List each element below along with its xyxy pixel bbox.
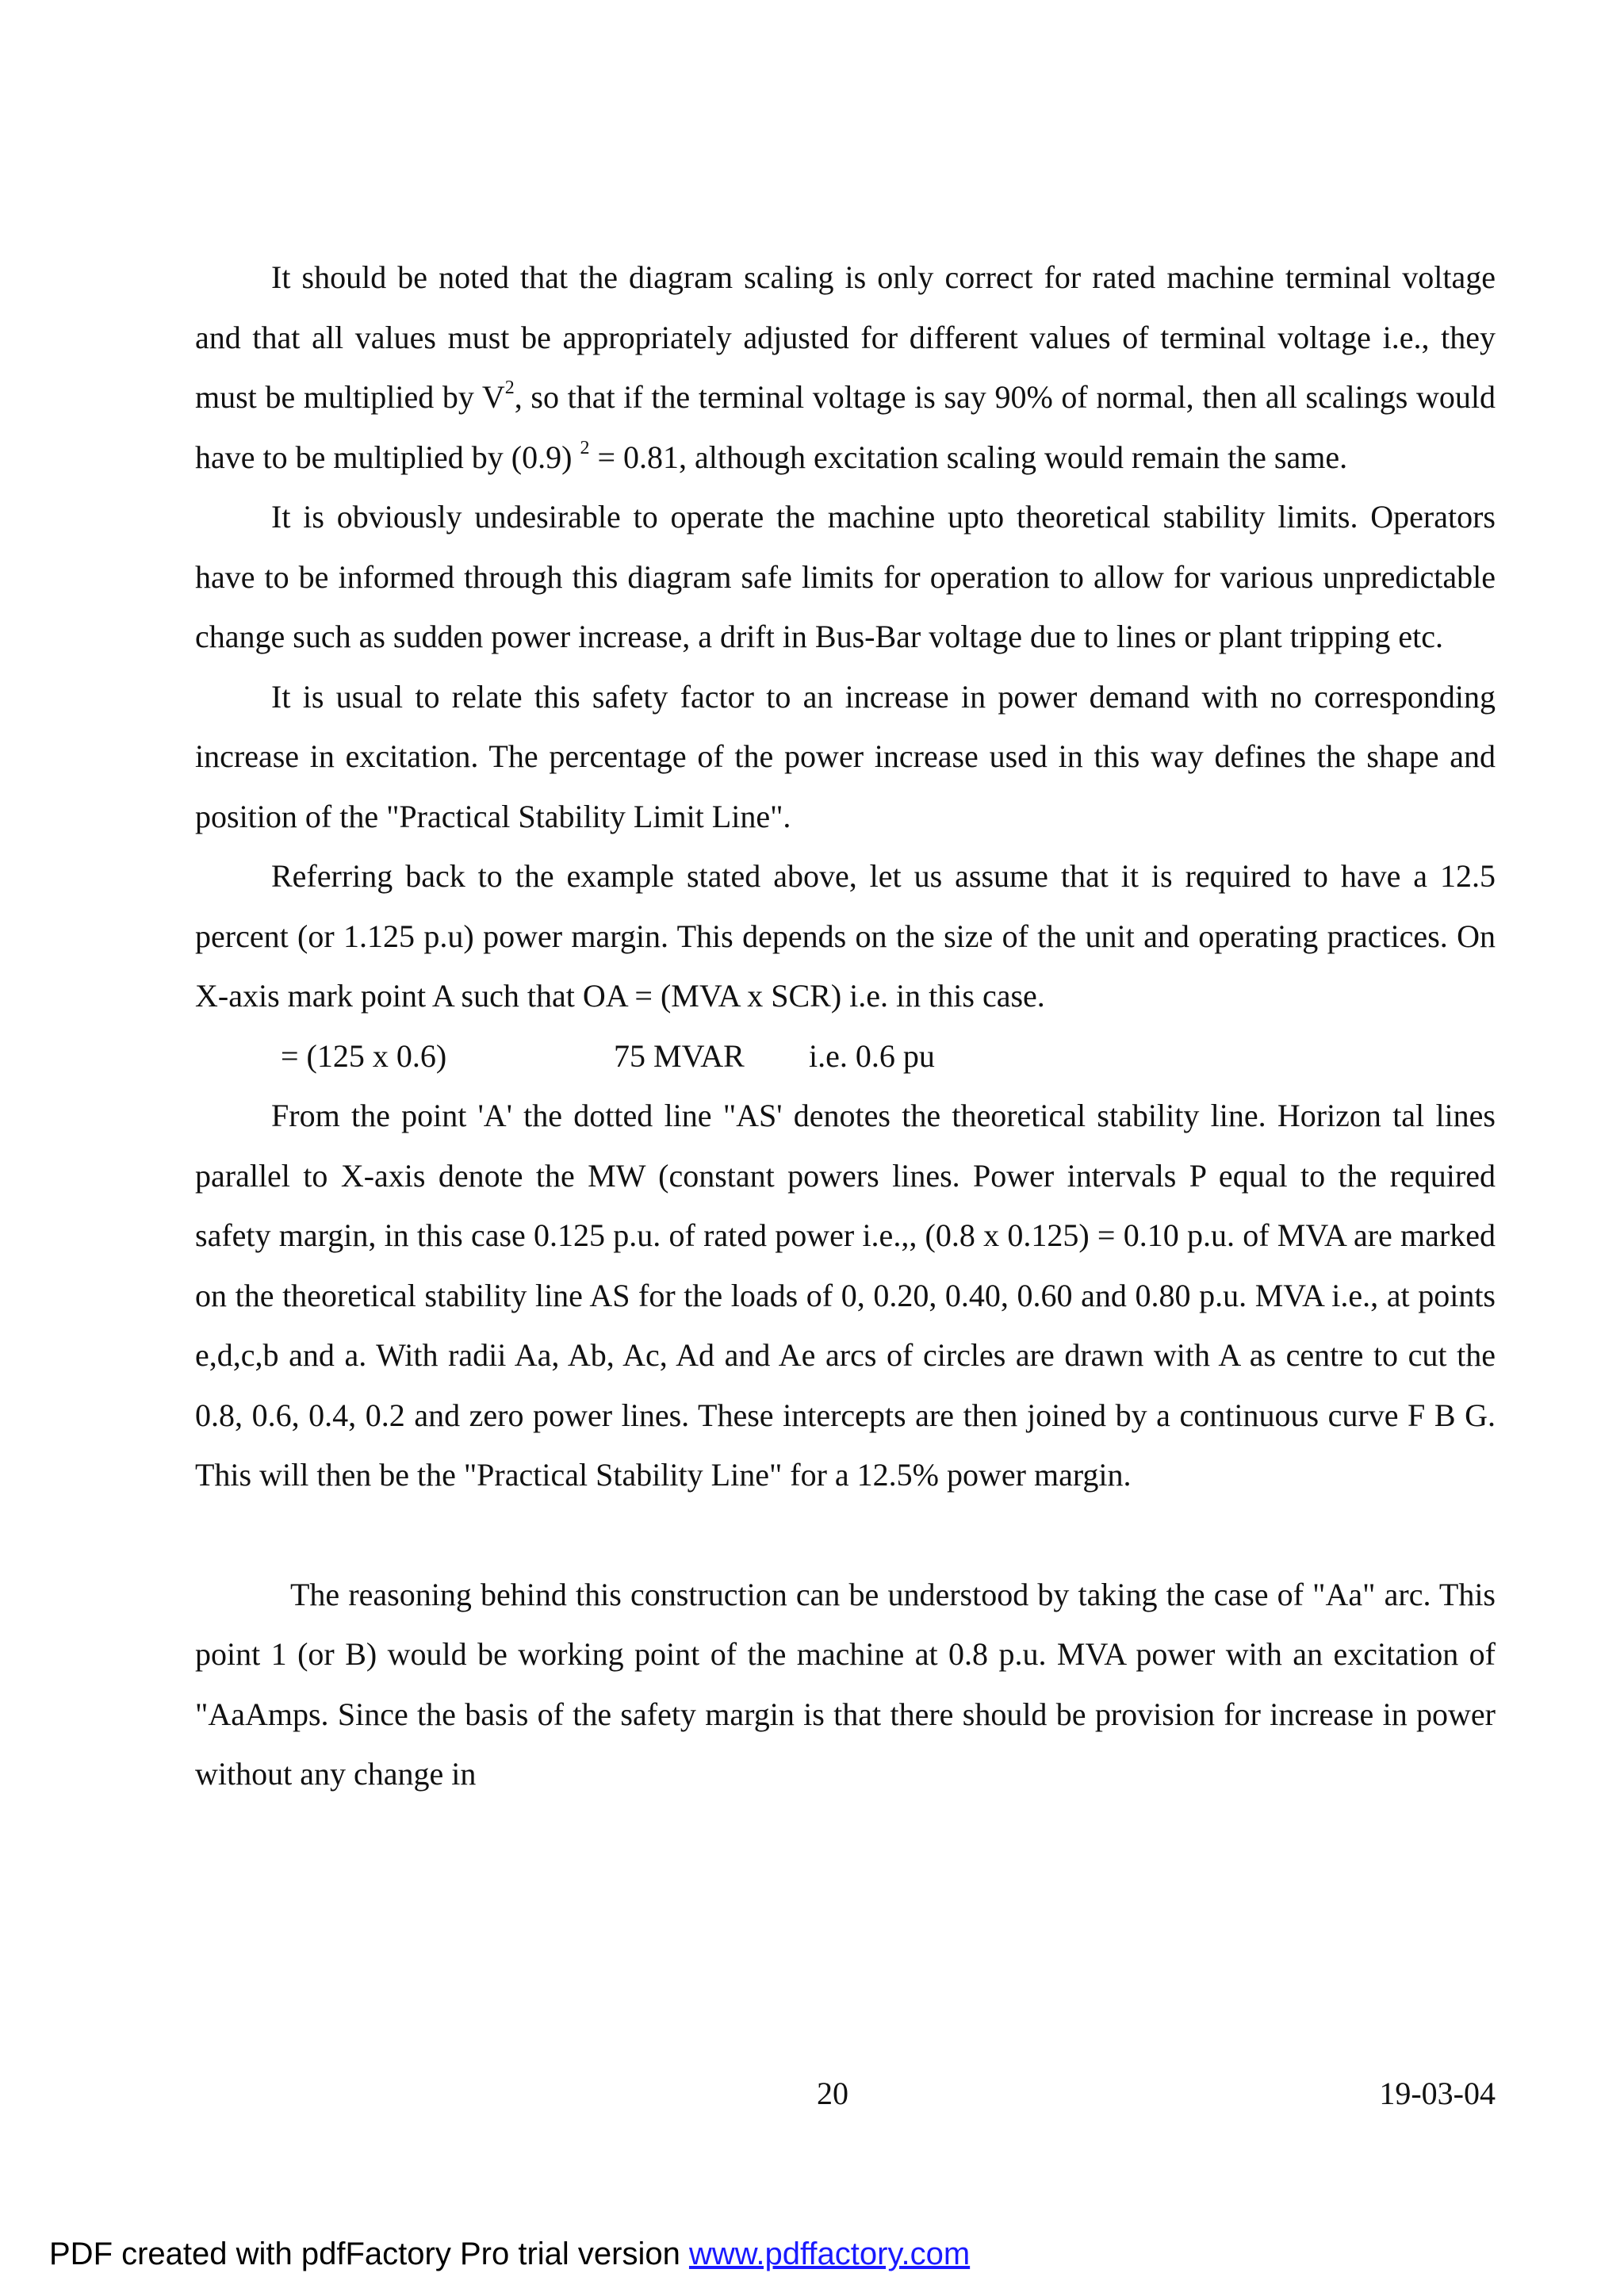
paragraph-terminal-voltage-scaling <box>195 247 1496 487</box>
paragraph-power-margin-example: Referring back to the example stated above, let us assume that it is required to have a 12.5 percent (or 1.125 p.u) power margin. This depends on the size of the unit and operating practices. On X-axis mark point A such that OA = (MVA x SCR) i.e. in this case. <box>195 858 1496 1014</box>
superscript-exponent: 2 <box>580 437 590 458</box>
page-number: 20 <box>817 2076 848 2111</box>
calculation-expression: = (125 x 0.6) <box>281 1037 447 1074</box>
paragraph-safe-limits: It is obviously undesirable to operate the machine upto theoretical stability limits. Operators have to be informed through this diagram safe limits for operation to allow for various unpredictable change such as sudden power increase, a drift in Bus-Bar voltage due to lines or plant tripping etc. <box>195 499 1496 654</box>
calculation-mvar: 75 MVAR <box>614 1037 745 1074</box>
superscript-exponent: 2 <box>504 378 515 398</box>
footer-date: 19-03-04 <box>1379 2076 1496 2111</box>
paragraph-construction-reasoning: The reasoning behind this construction can be understood by taking the case of "Aa" arc. This point 1 (or B) would be working point of the machine at 0.8 p.u. MVA power with an excitation of "AaAmps. Since the basis of the safety margin is that there should be provision for increase in power without any change in <box>195 1576 1496 1792</box>
paragraph-text: It should be noted that the diagram scaling is only correct for rated machine terminal voltage and that all values must be appropriately adjusted for different values of terminal voltage i.e., they must be multiplied by V <box>195 259 1496 415</box>
calculation-pu: i.e. 0.6 pu <box>809 1037 935 1074</box>
calculation-line <box>195 1026 1496 1087</box>
trial-banner-text: PDF created with pdfFactory Pro trial version <box>49 2237 689 2271</box>
page-body <box>195 247 1496 1804</box>
paragraph-text: , so that if the terminal voltage is say 90% of normal, then all scalings would have to be multiplied by (0.9) <box>195 379 1496 475</box>
paragraph-stability-line-construction: From the point 'A' the dotted line "AS' denotes the theoretical stability line. Horizon tal lines parallel to X-axis denote the MW (constant powers lines. Power intervals P equal to the required safety margin, in this case 0.125 p.u. of rated power i.e.,, (0.8 x 0.125) = 0.10 p.u. of MVA are marked on the theoretical stability line AS for the loads of 0, 0.20, 0.40, 0.60 and 0.80 p.u. MVA i.e., at points e,d,c,b and a. With radii Aa, Ab, Ac, Ad and Ae arcs of circles are drawn with A as centre to cut the 0.8, 0.6, 0.4, 0.2 and zero power lines. These intercepts are then joined by a continuous curve F B G. This will then be the "Practical Stability Line" for a 12.5% power margin. <box>195 1098 1496 1493</box>
pdffactory-trial-banner <box>49 2235 970 2273</box>
paragraph-safety-factor: It is usual to relate this safety factor to an increase in power demand with no corresponding increase in excitation. The percentage of the power increase used in this way defines the shape and position of the "Practical Stability Limit Line". <box>195 678 1496 834</box>
paragraph-text: = 0.81, although excitation scaling would remain the same. <box>589 439 1348 475</box>
pdffactory-link[interactable]: www.pdffactory.com <box>688 2237 971 2271</box>
